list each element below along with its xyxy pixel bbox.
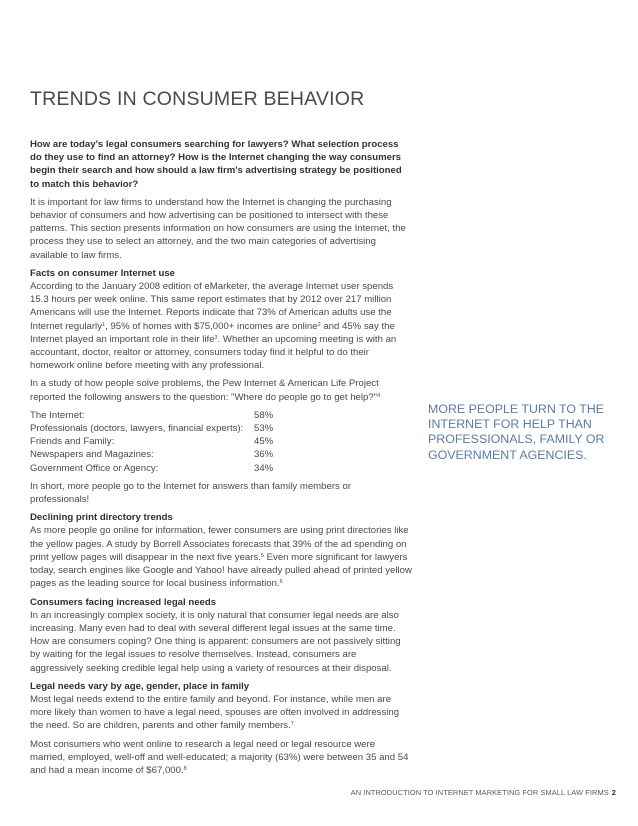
stat-label: Professionals (doctors, lawyers, financial experts): [30,423,244,435]
page-title: TRENDS IN CONSUMER BEHAVIOR [30,88,365,110]
facts-text-d: . Whether an upcoming meeting is with an accountant, doctor, realtor or attorney, consumers today find it helpful to do their homework online before meeting with any professional. [30,333,397,372]
print-section [30,511,412,590]
footnote-ref: 7 [290,721,294,728]
facts-section [30,267,412,373]
short-paragraph: In short, more people go to the Internet for answers than family members or professionals! [30,480,352,506]
intro-paragraph: How are today's legal consumers searching for lawyers? What selection process do they use to find an attorney? How is the Internet changing the way consumers begin their search and how should a law firm's advertising strategy be positioned to match this behavior? [30,139,402,190]
print-text-a: As more people go online for information, fewer consumers are using print directories like the yellow pages. A study by Borrell Associates forecasts that 39% of the ad spending on print yellow pages will disappear in the next five years. [30,525,409,563]
footnote-ref: 6 [279,579,283,586]
facts-text-b: , 95% of homes with $75,000+ incomes are online [105,320,318,332]
footnote-ref: 5 [260,552,264,559]
study-paragraph [30,377,412,403]
stat-value: 53% [254,423,274,435]
footnote-ref: 3 [214,334,218,341]
page-number: 2 [611,788,616,797]
print-heading: Declining print directory trends [30,512,173,524]
footnote-ref: 2 [317,321,321,328]
needs-heading: Consumers facing increased legal needs [30,596,217,608]
stats-table [30,409,412,475]
needs-text: In an increasingly complex society, it is only natural that consumer legal needs are also increasing. Many even had to deal with several different legal issues at the same time. How are consumers coping? One thing is apparent: consumers are not passively sitting by waiting for the legal issues to resolve themselves. Instead, consumers are aggressively seeking credible legal help using a variety of resources at their disposal. [30,609,401,674]
footer-text: AN INTRODUCTION TO INTERNET MARKETING FOR SMALL LAW FIRMS [350,788,609,797]
footnote-ref: 1 [102,321,106,328]
stat-label: Newspapers and Magazines: [30,449,154,461]
demographics-paragraph [30,738,412,778]
facts-text-a: According to the January 2008 edition of eMarketer, the average Internet user spends 15.3 hours per week online. This same report estimates that by 2012 over 217 million Americans will use the Internet. Reports indicate that 73% of American adults use the Internet regularly [30,281,394,332]
footnote-ref: 8 [183,765,187,772]
stat-label: Friends and Family: [30,436,115,448]
overview-paragraph: It is important for law firms to understand how the Internet is changing the purchasing behavior of consumers and how advertising can be positioned to intersect with these patterns. This section presents information on how consumers are using the Internet, the process they use to select an attorney, and the two main categories of advertising available to law firms. [30,196,406,261]
demographics-text: Most consumers who went online to research a legal need or legal resource were married, employed, well-off and well-educated; a majority (63%) were between 35 and 54 and had a mean income of $67,000. [30,738,409,776]
page-footer [351,788,616,797]
stat-row [30,409,412,422]
stat-row [30,462,412,475]
stat-row [30,435,412,448]
study-text: In a study of how people solve problems, the Pew Internet & American Life Project reported the following answers to the question: "Where do people go to get help?" [30,378,379,403]
vary-text: Most legal needs extend to the entire family and beyond. For instance, while men are more likely than women to have a legal need, spouses are often involved in addressing the need. So are children, parents and other family members. [30,693,400,732]
vary-heading: Legal needs vary by age, gender, place in family [30,680,250,692]
stat-label: Government Office or Agency: [30,462,159,474]
stat-row [30,448,412,461]
stat-value: 58% [254,409,274,421]
footnote-ref: 4 [377,392,381,399]
main-column [30,138,412,782]
stat-label: The Internet: [30,409,85,421]
stat-value: 36% [254,449,274,461]
stat-row [30,422,412,435]
stat-value: 34% [254,462,274,474]
facts-heading: Facts on consumer Internet use [30,267,176,279]
pull-quote: MORE PEOPLE TURN TO THE INTERNET FOR HELP THAN PROFESSIONALS, FAMILY OR GOVERNMENT AGENCIES. [428,402,605,462]
needs-section [30,596,412,675]
facts-text-c: and 45% say the Internet played an important role in their life [30,320,395,345]
print-text-b: Even more significant for lawyers today, search engines like Google and Yahoo! have already pulled ahead of printed yellow pages as the leading source for local business information. [30,551,412,590]
vary-section [30,680,412,733]
stat-value: 45% [254,436,274,448]
